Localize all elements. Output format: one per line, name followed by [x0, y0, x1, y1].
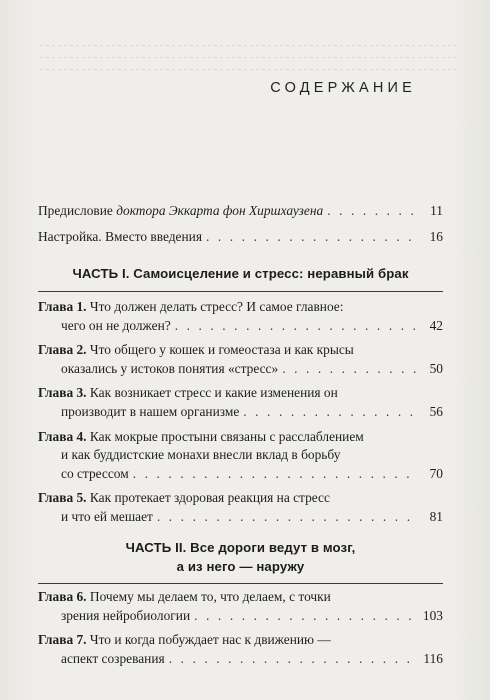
dot-leader: [194, 607, 417, 626]
toc-entry-intro[interactable]: [38, 228, 443, 247]
dot-leader: [157, 508, 417, 527]
chapter-label: Глава 4.: [38, 428, 87, 444]
chapter-title-line2: производит в нашем организме: [61, 403, 240, 419]
entry-text: Настройка. Вместо введения: [38, 228, 202, 244]
page-number: 103: [422, 607, 443, 623]
part-label: ЧАСТЬ I.: [72, 266, 130, 281]
part-divider: [38, 583, 443, 584]
toc-entry-chapter-6[interactable]: [38, 588, 443, 625]
toc-entry-chapter-1[interactable]: [38, 298, 443, 335]
chapter-label: Глава 3.: [38, 385, 87, 401]
part-divider: [38, 291, 443, 292]
chapter-label: Глава 5.: [38, 490, 87, 506]
chapter-title-line1: Что общего у кошек и гомеостаза и как крысы: [89, 342, 354, 358]
dot-leader: [243, 403, 417, 422]
toc-entry-chapter-5[interactable]: [38, 489, 443, 526]
page-number: 42: [429, 317, 443, 333]
chapter-title-line1: Почему мы делаем то, что делаем, с точки: [89, 589, 331, 604]
page-number: 56: [429, 403, 443, 419]
page-number: 116: [423, 650, 443, 666]
toc-entry-chapter-3[interactable]: [38, 384, 443, 421]
chapter-title-line2: аспект созревания: [61, 650, 165, 666]
page-number: 50: [429, 360, 443, 376]
page-number: 16: [429, 228, 443, 244]
chapter-label: Глава 2.: [38, 342, 87, 358]
page-number: 11: [430, 203, 443, 218]
part-1-heading: [38, 266, 443, 281]
toc-entry-chapter-4[interactable]: [38, 428, 443, 484]
part-title-line2: а из него — наружу: [176, 559, 305, 574]
part-title: Самоисцеление и стресс: неравный брак: [133, 266, 409, 281]
part-label: ЧАСТЬ II.: [125, 540, 187, 555]
chapter-title-line1: Как возникает стресс и какие изменения он: [89, 385, 338, 401]
chapter-title-line2: и как буддистские монахи внесли вклад в борьбу: [61, 447, 341, 463]
show-through-texture: [40, 34, 460, 74]
chapter-label: Глава 1.: [38, 299, 87, 314]
part-2-heading: [38, 538, 443, 576]
dot-leader: [327, 202, 417, 221]
toc-entry-chapter-7[interactable]: [38, 631, 443, 668]
chapter-title-line2: чего он не должен?: [61, 317, 171, 333]
chapter-label: Глава 6.: [38, 589, 87, 604]
chapter-title-line2: оказались у истоков понятия «стресс»: [61, 360, 279, 376]
toc-entry-chapter-2[interactable]: [38, 341, 443, 378]
chapter-title-line1: Как протекает здоровая реакция на стресс: [89, 490, 330, 506]
dot-leader: [169, 650, 417, 669]
entry-author: доктора Эккарта фон Хиршхаузена: [116, 203, 324, 218]
chapter-title-line1: Что должен делать стресс? И самое главное:: [89, 299, 344, 314]
part-title-line1: Все дороги ведут в мозг,: [190, 540, 356, 555]
page-number: 70: [429, 465, 443, 481]
part-1-chapters: [38, 298, 443, 527]
toc-entry-foreword[interactable]: [38, 202, 443, 221]
chapter-title-line2: зрения нейробиологии: [61, 607, 191, 623]
chapter-title-line1: Что и когда побуждает нас к движению —: [89, 632, 331, 648]
dot-leader: [175, 317, 417, 336]
chapter-title-line1: Как мокрые простыни связаны с расслаблением: [89, 428, 364, 444]
part-2-chapters: [38, 588, 443, 668]
chapter-title-line3: со стрессом: [61, 465, 129, 481]
chapter-title-line2: и что ей мешает: [61, 508, 153, 524]
dot-leader: [133, 465, 417, 484]
page-title: СОДЕРЖАНИЕ: [270, 80, 416, 96]
dot-leader: [206, 228, 417, 247]
front-matter-list: [38, 202, 443, 246]
dot-leader: [282, 360, 417, 379]
chapter-label: Глава 7.: [38, 632, 87, 648]
page-number: 81: [429, 508, 443, 524]
entry-text: Предисловие: [38, 203, 117, 218]
